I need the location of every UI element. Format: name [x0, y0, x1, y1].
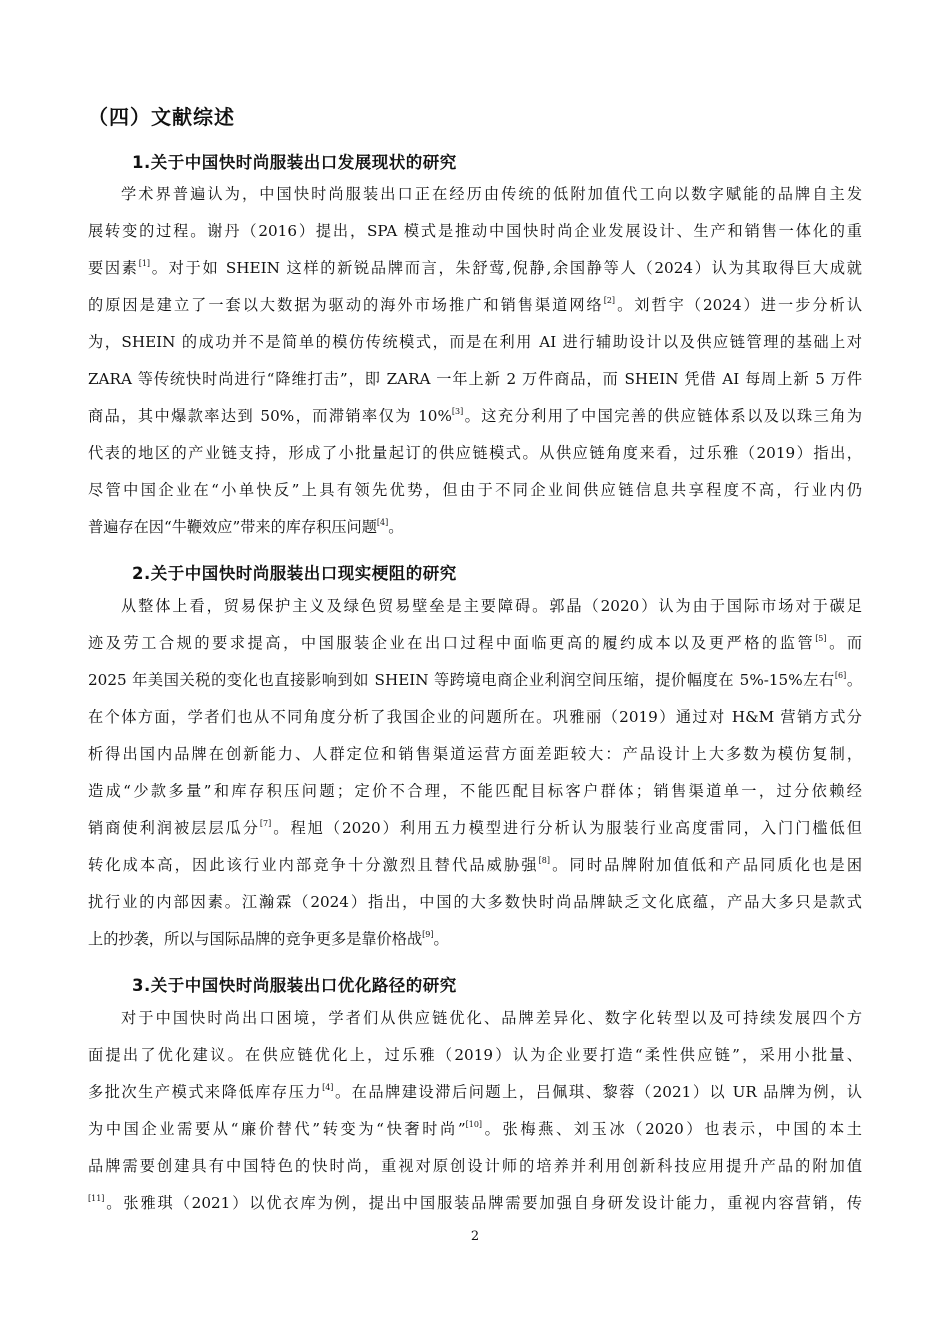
text-line: 在个体方面，学者们也从不同角度分析了我国企业的问题所在。巩雅丽（2019）通过对 H&M 营销方式分: [88, 708, 862, 726]
text-line: 尽管中国企业在“小单快反”上具有领先优势，但由于不同企业间供应链信息共享程度不高，行业内仍: [88, 481, 862, 499]
text-line: [11]。张雅琪（2021）以优衣库为例，提出中国服装品牌需要加强自身研发设计能力，重视内容营销，传: [88, 1194, 862, 1212]
page-number: 2: [470, 1229, 480, 1244]
text-line: 多批次生产模式来降低库存压力[4]。在品牌建设滞后问题上，吕佩琪、黎蓉（2021）以 UR 品牌为例，认: [88, 1083, 862, 1101]
text-line: 扰行业的内部因素。江瀚霖（2024）指出，中国的大多数快时尚品牌缺乏文化底蕴，产品大多只是款式: [88, 893, 862, 911]
text-line: 品牌需要创建具有中国特色的快时尚，重视对原创设计师的培养并利用创新科技应用提升产品的附加值: [88, 1157, 862, 1175]
text-line: 为中国企业需要从“廉价替代”转变为“快奢时尚”[10]。张梅燕、刘玉冰（2020）也表示，中国的本土: [88, 1120, 862, 1138]
text-line: 从整体上看，贸易保护主义及绿色贸易壁垒是主要障碍。郭晶（2020）认为由于国际市场对于碳足: [121, 597, 862, 615]
text-line: 析得出国内品牌在创新能力、人群定位和销售渠道运营方面差距较大：产品设计上大多数为模仿复制，: [88, 745, 862, 763]
text-line: 的原因是建立了一套以大数据为驱动的海外市场推广和销售渠道网络[2]。刘哲宇（2024）进一步分析认: [88, 296, 863, 314]
citation: [9]: [422, 930, 434, 939]
citation: [8]: [538, 856, 551, 865]
subsection-heading-1: 1.关于中国快时尚服装出口发展现状的研究: [132, 153, 457, 172]
text-line: 上的抄袭，所以与国际品牌的竞争更多是靠价格战[9]。: [88, 930, 449, 948]
text-line: 商品，其中爆款率达到 50%，而滞销率仅为 10%[3]。这充分利用了中国完善的供应链体系以及以珠三角为: [88, 407, 863, 425]
text-line: 为，SHEIN 的成功并不是简单的模仿传统模式，而是在利用 AI 进行辅助设计以及供应链管理的基础上对: [88, 333, 862, 351]
citation: [1]: [138, 259, 151, 268]
citation: [10]: [465, 1120, 483, 1129]
citation: [7]: [259, 819, 272, 828]
section-heading: （四）文献综述: [88, 105, 235, 129]
text-line: 销商使利润被层层瓜分[7]。程旭（2020）利用五力模型进行分析认为服装行业高度雷同，入门门槛低但: [88, 819, 862, 837]
text-line: 转化成本高，因此该行业内部竞争十分激烈且替代品威胁强[8]。同时品牌附加值低和产品同质化也是困: [88, 856, 863, 874]
citation: [4]: [322, 1083, 334, 1092]
text-line: 代表的地区的产业链支持，形成了小批量起订的供应链模式。从供应链角度来看，过乐雅（2019）指出，: [88, 444, 862, 462]
text-line: 对于中国快时尚出口困境，学者们从供应链优化、品牌差异化、数字化转型以及可持续发展四个方: [121, 1009, 862, 1027]
subsection-heading-2: 2.关于中国快时尚服装出口现实梗阻的研究: [132, 564, 457, 583]
citation: [11]: [88, 1194, 105, 1203]
text-line: 面提出了优化建议。在供应链优化上，过乐雅（2019）认为企业要打造“柔性供应链”，采用小批量、: [88, 1046, 862, 1064]
citation: [3]: [451, 407, 464, 416]
text-line: 迹及劳工合规的要求提高，中国服装企业在出口过程中面临更高的履约成本以及更严格的监管[5]。而: [88, 634, 863, 652]
text-line: 2025 年美国关税的变化也直接影响到如 SHEIN 等跨境电商企业利润空间压缩，提价幅度在 5%-15%左右[6]。: [88, 671, 863, 689]
text-line: ZARA 等传统快时尚进行“降维打击”，即 ZARA 一年上新 2 万件商品，而 SHEIN 凭借 AI 每周上新 5 万件: [88, 370, 862, 388]
text-line: 展转变的过程。谢丹（2016）提出，SPA 模式是推动中国快时尚企业发展设计、生产和销售一体化的重: [88, 222, 862, 240]
text-line: 学术界普遍认为，中国快时尚服装出口正在经历由传统的低附加值代工向以数字赋能的品牌自主发: [121, 185, 862, 203]
text-line: 普遍存在因“牛鞭效应”带来的库存积压问题[4]。: [88, 518, 404, 536]
text-line: 造成“少款多量”和库存积压问题；定价不合理，不能匹配目标客户群体；销售渠道单一，过分依赖经: [88, 782, 862, 800]
citation: [5]: [815, 634, 827, 643]
text-line: 要因素[1]。对于如 SHEIN 这样的新锐品牌而言，朱舒莺,倪静,余国静等人（2024）认为其取得巨大成就: [88, 259, 862, 277]
citation: [4]: [376, 518, 389, 527]
citation: [6]: [834, 671, 847, 680]
citation: [2]: [603, 296, 616, 305]
subsection-heading-3: 3.关于中国快时尚服装出口优化路径的研究: [132, 976, 457, 995]
